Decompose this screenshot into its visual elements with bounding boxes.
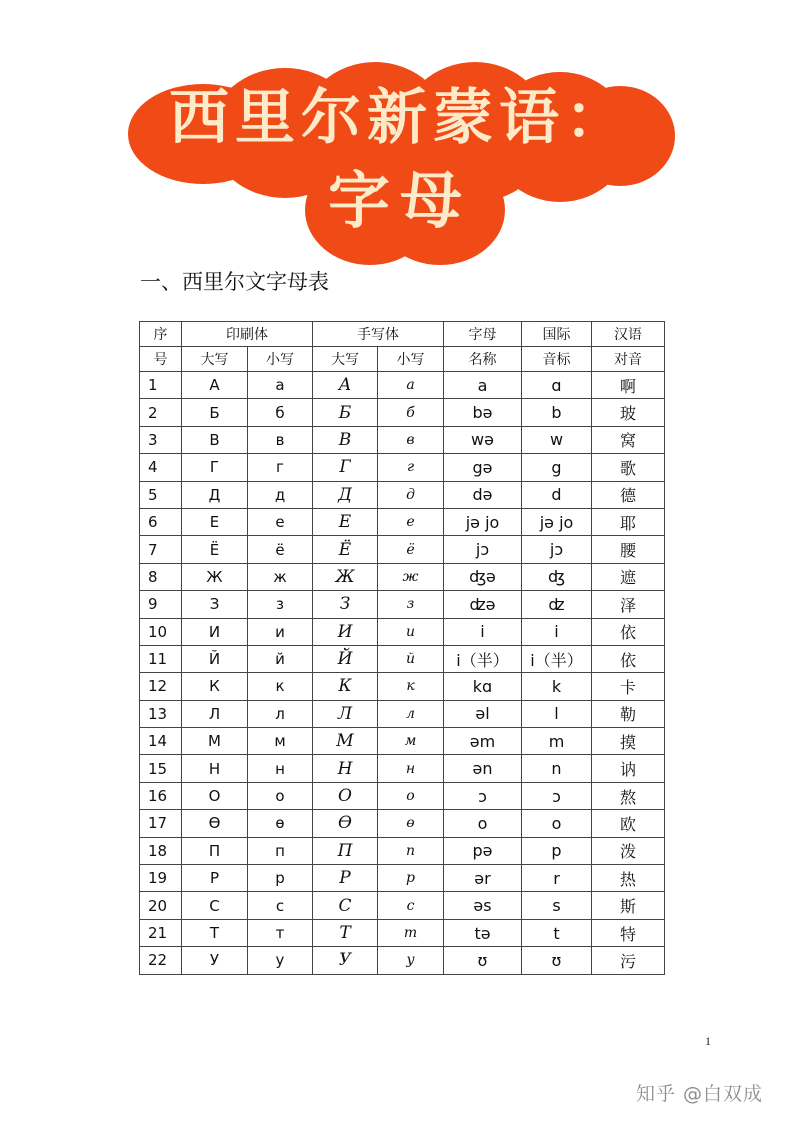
ipa-symbol: d — [522, 481, 592, 508]
row-number: 18 — [140, 837, 182, 864]
ipa-symbol: i — [522, 618, 592, 645]
chinese-transcription: 特 — [592, 919, 665, 946]
chinese-transcription: 摸 — [592, 728, 665, 755]
handwritten-uppercase: Н — [313, 755, 378, 782]
letter-name: əl — [444, 700, 522, 727]
row-number: 8 — [140, 563, 182, 590]
handwritten-lowercase: и — [378, 618, 444, 645]
chinese-transcription: 依 — [592, 618, 665, 645]
row-number: 20 — [140, 892, 182, 919]
handwritten-lowercase: ө — [378, 810, 444, 837]
handwritten-lowercase: л — [378, 700, 444, 727]
handwritten-lowercase: б — [378, 399, 444, 426]
handwritten-uppercase: О — [313, 782, 378, 809]
print-lowercase: ё — [248, 536, 313, 563]
print-uppercase: Г — [182, 454, 248, 481]
ipa-symbol: ɑ — [522, 372, 592, 399]
letter-name: kɑ — [444, 673, 522, 700]
row-number: 9 — [140, 591, 182, 618]
print-lowercase: в — [248, 426, 313, 453]
letter-name: tə — [444, 919, 522, 946]
header-print-lower: 小写 — [248, 347, 313, 372]
table-row — [140, 426, 665, 453]
ipa-symbol: p — [522, 837, 592, 864]
handwritten-uppercase: К — [313, 673, 378, 700]
handwritten-lowercase: ж — [378, 563, 444, 590]
handwritten-lowercase: н — [378, 755, 444, 782]
chinese-transcription: 遮 — [592, 563, 665, 590]
letter-name: o — [444, 810, 522, 837]
table-row — [140, 536, 665, 563]
print-lowercase: е — [248, 508, 313, 535]
table-row — [140, 673, 665, 700]
table-row — [140, 618, 665, 645]
row-number: 2 — [140, 399, 182, 426]
letter-name: i（半） — [444, 645, 522, 672]
handwritten-uppercase: П — [313, 837, 378, 864]
handwritten-uppercase: А — [313, 372, 378, 399]
chinese-transcription: 卡 — [592, 673, 665, 700]
handwritten-uppercase: З — [313, 591, 378, 618]
handwritten-uppercase: И — [313, 618, 378, 645]
print-lowercase: с — [248, 892, 313, 919]
table-row — [140, 481, 665, 508]
print-uppercase: Л — [182, 700, 248, 727]
row-number: 13 — [140, 700, 182, 727]
chinese-transcription: 歌 — [592, 454, 665, 481]
ipa-symbol: n — [522, 755, 592, 782]
print-lowercase: р — [248, 865, 313, 892]
letter-name: ʣə — [444, 591, 522, 618]
handwritten-uppercase: Д — [313, 481, 378, 508]
handwritten-lowercase: т — [378, 919, 444, 946]
print-uppercase: Ё — [182, 536, 248, 563]
handwritten-lowercase: й — [378, 645, 444, 672]
header-zh-top: 汉语 — [592, 322, 665, 347]
row-number: 16 — [140, 782, 182, 809]
handwritten-lowercase: м — [378, 728, 444, 755]
print-lowercase: к — [248, 673, 313, 700]
letter-name: ɔ — [444, 782, 522, 809]
chinese-transcription: 熬 — [592, 782, 665, 809]
row-number: 10 — [140, 618, 182, 645]
header-zh-bottom: 对音 — [592, 347, 665, 372]
table-row — [140, 454, 665, 481]
print-lowercase: л — [248, 700, 313, 727]
handwritten-uppercase: Г — [313, 454, 378, 481]
table-row — [140, 947, 665, 974]
handwritten-lowercase: д — [378, 481, 444, 508]
print-lowercase: а — [248, 372, 313, 399]
header-hw-lower: 小写 — [378, 347, 444, 372]
print-lowercase: ж — [248, 563, 313, 590]
letter-name: jə jo — [444, 508, 522, 535]
letter-name: ʊ — [444, 947, 522, 974]
print-lowercase: н — [248, 755, 313, 782]
row-number: 6 — [140, 508, 182, 535]
ipa-symbol: ʊ — [522, 947, 592, 974]
handwritten-uppercase: Т — [313, 919, 378, 946]
handwritten-uppercase: В — [313, 426, 378, 453]
header-name-bottom: 名称 — [444, 347, 522, 372]
letter-name: gə — [444, 454, 522, 481]
print-uppercase: Н — [182, 755, 248, 782]
table-row — [140, 892, 665, 919]
handwritten-lowercase: с — [378, 892, 444, 919]
ipa-symbol: s — [522, 892, 592, 919]
table-row — [140, 508, 665, 535]
banner-title: 西里尔新蒙语： — [169, 83, 631, 153]
row-number: 21 — [140, 919, 182, 946]
handwritten-uppercase: Ө — [313, 810, 378, 837]
ipa-symbol: k — [522, 673, 592, 700]
handwritten-lowercase: к — [378, 673, 444, 700]
table-row — [140, 837, 665, 864]
row-number: 12 — [140, 673, 182, 700]
print-uppercase: Т — [182, 919, 248, 946]
chinese-transcription: 勒 — [592, 700, 665, 727]
letter-name: pə — [444, 837, 522, 864]
table-row — [140, 810, 665, 837]
table-row — [140, 782, 665, 809]
header-index-bottom: 号 — [140, 347, 182, 372]
chinese-transcription: 啊 — [592, 372, 665, 399]
header-name-top: 字母 — [444, 322, 522, 347]
ipa-symbol: l — [522, 700, 592, 727]
chinese-transcription: 污 — [592, 947, 665, 974]
handwritten-lowercase: е — [378, 508, 444, 535]
handwritten-lowercase: у — [378, 947, 444, 974]
print-uppercase: И — [182, 618, 248, 645]
print-lowercase: у — [248, 947, 313, 974]
table-row — [140, 865, 665, 892]
handwritten-uppercase: Р — [313, 865, 378, 892]
ipa-symbol: m — [522, 728, 592, 755]
handwritten-lowercase: о — [378, 782, 444, 809]
letter-name: bə — [444, 399, 522, 426]
handwritten-uppercase: Е — [313, 508, 378, 535]
page-number: 1 — [705, 1034, 711, 1048]
chinese-transcription: 腰 — [592, 536, 665, 563]
row-number: 14 — [140, 728, 182, 755]
handwritten-uppercase: М — [313, 728, 378, 755]
print-lowercase: й — [248, 645, 313, 672]
header-ipa-bottom: 音标 — [522, 347, 592, 372]
ipa-symbol: w — [522, 426, 592, 453]
row-number: 7 — [140, 536, 182, 563]
chinese-transcription: 窝 — [592, 426, 665, 453]
chinese-transcription: 热 — [592, 865, 665, 892]
table-row — [140, 399, 665, 426]
print-lowercase: г — [248, 454, 313, 481]
letter-name: wə — [444, 426, 522, 453]
print-uppercase: Ж — [182, 563, 248, 590]
table-row — [140, 700, 665, 727]
table-row — [140, 645, 665, 672]
handwritten-uppercase: Л — [313, 700, 378, 727]
print-uppercase: У — [182, 947, 248, 974]
chinese-transcription: 玻 — [592, 399, 665, 426]
print-uppercase: О — [182, 782, 248, 809]
letter-name: əm — [444, 728, 522, 755]
handwritten-lowercase: в — [378, 426, 444, 453]
print-lowercase: и — [248, 618, 313, 645]
banner-subtitle: 字母 — [327, 164, 472, 237]
table-row — [140, 919, 665, 946]
print-uppercase: М — [182, 728, 248, 755]
print-uppercase: З — [182, 591, 248, 618]
print-lowercase: м — [248, 728, 313, 755]
ipa-symbol: g — [522, 454, 592, 481]
row-number: 22 — [140, 947, 182, 974]
row-number: 1 — [140, 372, 182, 399]
chinese-transcription: 泼 — [592, 837, 665, 864]
print-uppercase: С — [182, 892, 248, 919]
print-uppercase: Е — [182, 508, 248, 535]
letter-name: ʤə — [444, 563, 522, 590]
print-uppercase: Б — [182, 399, 248, 426]
print-lowercase: т — [248, 919, 313, 946]
row-number: 17 — [140, 810, 182, 837]
header-print: 印刷体 — [182, 322, 313, 347]
print-lowercase: о — [248, 782, 313, 809]
print-lowercase: д — [248, 481, 313, 508]
handwritten-lowercase: п — [378, 837, 444, 864]
row-number: 5 — [140, 481, 182, 508]
handwritten-uppercase: Ж — [313, 563, 378, 590]
print-uppercase: П — [182, 837, 248, 864]
handwritten-lowercase: з — [378, 591, 444, 618]
print-lowercase: з — [248, 591, 313, 618]
handwritten-lowercase: г — [378, 454, 444, 481]
letter-name: i — [444, 618, 522, 645]
row-number: 3 — [140, 426, 182, 453]
print-uppercase: Й — [182, 645, 248, 672]
letter-name: jɔ — [444, 536, 522, 563]
letter-name: ən — [444, 755, 522, 782]
ipa-symbol: o — [522, 810, 592, 837]
ipa-symbol: jə jo — [522, 508, 592, 535]
ipa-symbol: ʣ — [522, 591, 592, 618]
print-uppercase: Р — [182, 865, 248, 892]
ipa-symbol: ɔ — [522, 782, 592, 809]
chinese-transcription: 德 — [592, 481, 665, 508]
table-row — [140, 372, 665, 399]
handwritten-uppercase: Й — [313, 645, 378, 672]
print-uppercase: Ө — [182, 810, 248, 837]
header-hw-upper: 大写 — [313, 347, 378, 372]
row-number: 19 — [140, 865, 182, 892]
chinese-transcription: 欧 — [592, 810, 665, 837]
ipa-symbol: ʤ — [522, 563, 592, 590]
header-print-upper: 大写 — [182, 347, 248, 372]
ipa-symbol: b — [522, 399, 592, 426]
letter-name: də — [444, 481, 522, 508]
header-index-top: 序 — [140, 322, 182, 347]
table-row — [140, 728, 665, 755]
handwritten-uppercase: Ё — [313, 536, 378, 563]
print-uppercase: Д — [182, 481, 248, 508]
print-uppercase: А — [182, 372, 248, 399]
print-lowercase: ө — [248, 810, 313, 837]
table-row — [140, 591, 665, 618]
header-ipa-top: 国际 — [522, 322, 592, 347]
print-lowercase: п — [248, 837, 313, 864]
handwritten-lowercase: ё — [378, 536, 444, 563]
print-lowercase: б — [248, 399, 313, 426]
chinese-transcription: 斯 — [592, 892, 665, 919]
table-row — [140, 755, 665, 782]
header-handwritten: 手写体 — [313, 322, 444, 347]
ipa-symbol: r — [522, 865, 592, 892]
row-number: 4 — [140, 454, 182, 481]
letter-name: a — [444, 372, 522, 399]
ipa-symbol: t — [522, 919, 592, 946]
chinese-transcription: 耶 — [592, 508, 665, 535]
row-number: 11 — [140, 645, 182, 672]
table-row — [140, 563, 665, 590]
section-heading: 一、西里尔文字母表 — [140, 270, 329, 294]
handwritten-uppercase: У — [313, 947, 378, 974]
chinese-transcription: 依 — [592, 645, 665, 672]
watermark: 知乎 @白双成 — [636, 1083, 764, 1105]
row-number: 15 — [140, 755, 182, 782]
ipa-symbol: i（半） — [522, 645, 592, 672]
handwritten-uppercase: С — [313, 892, 378, 919]
handwritten-uppercase: Б — [313, 399, 378, 426]
letter-name: ər — [444, 865, 522, 892]
title-banner — [0, 0, 800, 270]
letter-name: əs — [444, 892, 522, 919]
handwritten-lowercase: р — [378, 865, 444, 892]
alphabet-table-body — [140, 372, 665, 975]
chinese-transcription: 讷 — [592, 755, 665, 782]
alphabet-table — [139, 321, 665, 975]
print-uppercase: В — [182, 426, 248, 453]
chinese-transcription: 泽 — [592, 591, 665, 618]
print-uppercase: К — [182, 673, 248, 700]
handwritten-lowercase: а — [378, 372, 444, 399]
ipa-symbol: jɔ — [522, 536, 592, 563]
